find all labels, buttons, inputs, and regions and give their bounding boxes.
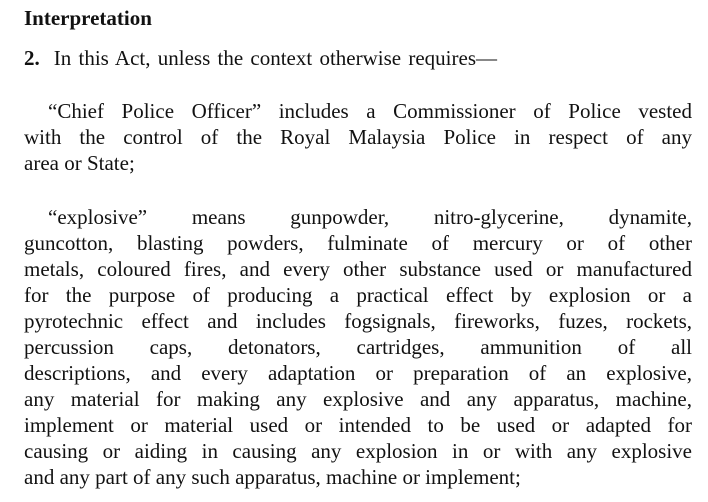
definition-line: percussion caps, detonators, cartridges, ammunition of all xyxy=(24,335,692,359)
definition-line: area or State; xyxy=(24,151,135,175)
section-number: 2. xyxy=(24,46,40,70)
definition-line: descriptions, and every adaptation or preparation of an explosive, xyxy=(24,361,692,385)
definition-line: causing or aiding in causing any explosion in or with any explosive xyxy=(24,439,692,463)
definition-chief-police-officer xyxy=(24,98,692,176)
definition-line: metals, coloured fires, and every other substance used or manufactured xyxy=(24,257,692,281)
definition-line: guncotton, blasting powders, fulminate of mercury or of other xyxy=(24,231,692,255)
definition-line: pyrotechnic effect and includes fogsignals, fireworks, fuzes, rockets, xyxy=(24,309,692,333)
section-heading: Interpretation xyxy=(24,6,152,30)
section-intro-text: In this Act, unless the context otherwise requires— xyxy=(53,46,497,70)
definition-line: implement or material used or intended to be used or adapted for xyxy=(24,413,692,437)
definition-line: and any part of any such apparatus, machine or implement; xyxy=(24,465,521,489)
definition-line: “Chief Police Officer” includes a Commissioner of Police vested xyxy=(48,99,692,123)
definition-line: with the control of the Royal Malaysia Police in respect of any xyxy=(24,125,692,149)
definition-explosive xyxy=(24,204,692,490)
definition-line: “explosive” means gunpowder, nitro-glycerine, dynamite, xyxy=(48,205,692,229)
definition-line: any material for making any explosive and any apparatus, machine, xyxy=(24,387,692,411)
section-intro xyxy=(24,44,497,72)
definition-line: for the purpose of producing a practical effect by explosion or a xyxy=(24,283,692,307)
